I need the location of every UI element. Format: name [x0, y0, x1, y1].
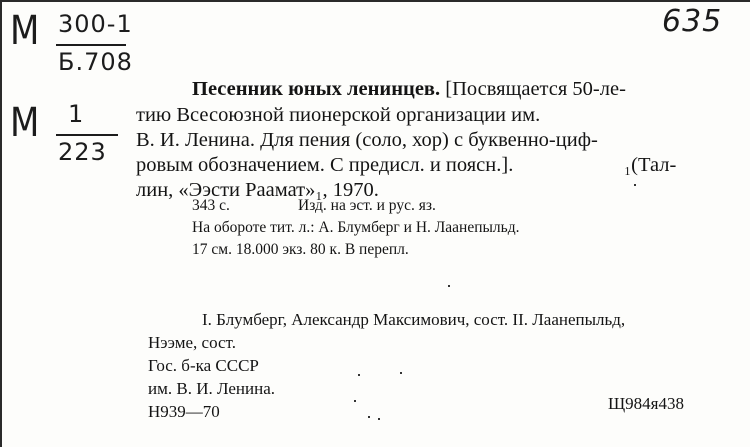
scan-speck [400, 372, 402, 374]
classification-code: Щ984я438 [608, 394, 684, 413]
shelfmark-1-divider [56, 44, 126, 46]
entry-line-5: лин, «Ээсти Раамат»₁, 1970. [136, 179, 379, 201]
shelfmark-2-letter: М [10, 100, 41, 146]
physical-description: 17 см. 18.000 экз. 80 к. В перепл. [192, 241, 409, 258]
entry-line-2: тию Всесоюзной пионерской организации им. [136, 104, 541, 126]
reverse-note: На обороте тит. л.: А. Блумберг и Н. Лаанепыльд. [192, 219, 520, 236]
library-name-2: им. В. И. Ленина. [148, 379, 276, 398]
shelfmark-1-bottom: Б.708 [58, 48, 133, 76]
entry-line-4: ровым обозначением. С предисл. и поясн.]. [136, 154, 514, 176]
edition-note: Изд. на эст. и рус. яз. [298, 197, 436, 214]
scan-speck [368, 416, 370, 418]
entry-line-3: В. И. Ленина. Для пения (соло, хор) с буквенно-циф- [136, 129, 598, 151]
entry-line-1-rest: [Посвящается 50-ле- [445, 78, 626, 100]
card-number: Н939—70 [148, 402, 220, 421]
scan-speck [448, 285, 450, 287]
entry-line-4-end: ₁(Тал- [624, 154, 677, 176]
shelfmark-2-bottom: 223 [58, 138, 107, 166]
pages: 343 с. [192, 197, 230, 214]
shelfmark-1-letter: М [10, 8, 41, 54]
scan-speck [634, 184, 636, 186]
library-name: Гос. б-ка СССР [148, 356, 259, 375]
shelfmark-2-divider [56, 134, 118, 136]
index-line-2: Нээме, сост. [148, 333, 236, 352]
scan-speck [378, 418, 380, 420]
scan-speck [354, 400, 356, 402]
inventory-number: 635 [662, 4, 723, 39]
entry-line-1 [192, 76, 626, 102]
index-line-1: I. Блумберг, Александр Максимович, сост. II. Лаанепыльд, [202, 310, 626, 329]
scan-speck [358, 374, 360, 376]
shelfmark-1-top: 300-1 [58, 10, 133, 38]
entry-title: Песенник юных ленинцев. [192, 78, 441, 100]
shelfmark-2-top: 1 [68, 100, 85, 128]
